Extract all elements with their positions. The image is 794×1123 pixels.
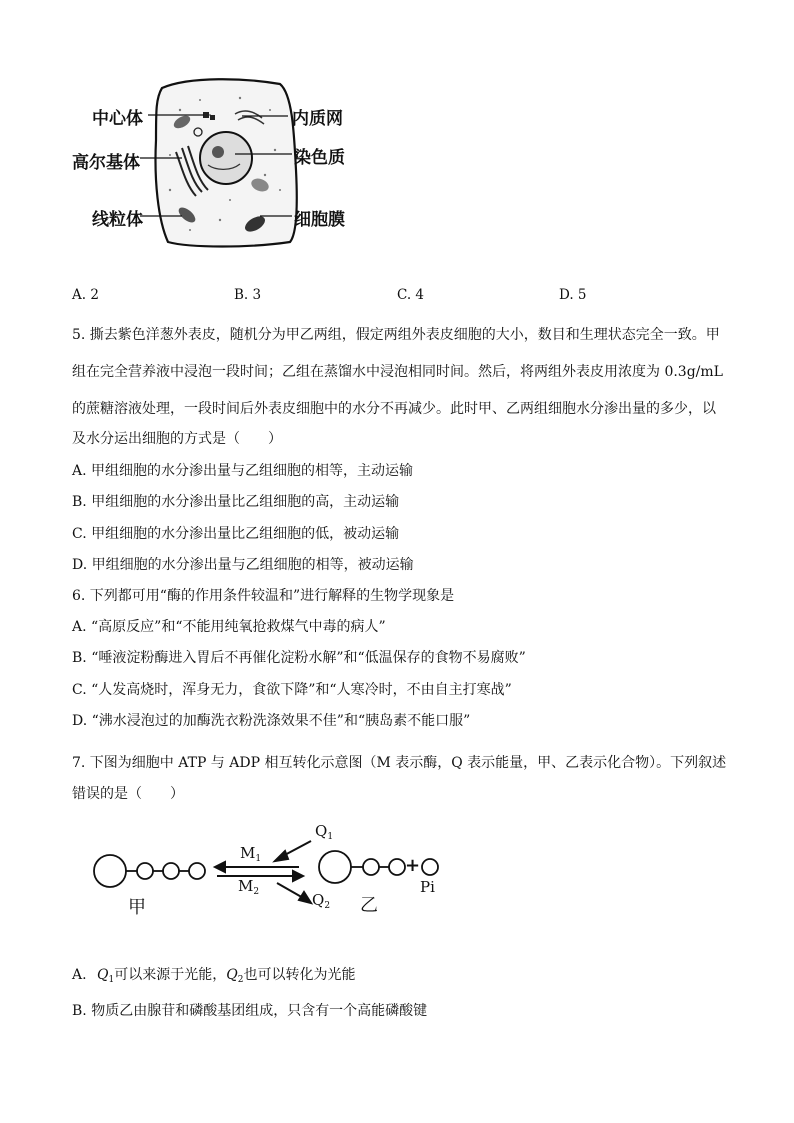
label-er: 内质网: [292, 109, 343, 129]
m1-letter: M: [240, 844, 256, 862]
diagram-label-jia: 甲: [128, 897, 146, 918]
q7-option-a-prefix: A.: [72, 967, 87, 983]
q7-option-b: B. 物质乙由腺苷和磷酸基团组成，只含有一个高能磷酸键: [72, 1003, 428, 1019]
q2-subscript: 2: [324, 901, 331, 911]
q7-option-a-q1-sub: 1: [108, 975, 115, 985]
q5-stem-line-2: 组在完全营养液中浸泡一段时间；乙组在蒸馏水中浸泡相同时间。然后，将两组外表皮用浓度为 0.3g/mL: [72, 364, 723, 380]
q7-stem-line-1: 7. 下图为细胞中 ATP 与 ADP 相互转化示意图（M 表示酶，Q 表示能量，甲、乙表示化合物）。下列叙述: [72, 755, 727, 771]
diagram-label-plus: +: [405, 855, 421, 876]
q6-option-a: A. “高原反应”和“不能用纯氧抢救煤气中毒的病人”: [72, 619, 386, 635]
q6-option-c: C. “人发高烧时，浑身无力，食欲下降”和“人寒冷时，不由自主打寒战”: [72, 682, 512, 698]
q5-option-d: D. 甲组细胞的水分渗出量与乙组细胞的相等，被动运输: [72, 557, 414, 573]
q7-option-a-mid: 可以来源于光能，: [114, 967, 227, 983]
q7-option-a: [72, 965, 355, 990]
q1-letter: Q: [315, 822, 328, 840]
q1-subscript: 1: [327, 832, 334, 842]
q6-option-d: D. “沸水浸泡过的加酶洗衣粉洗涤效果不佳”和“胰岛素不能口服”: [72, 713, 471, 729]
q5-stem-line-4: 及水分运出细胞的方式是（ ）: [72, 431, 282, 447]
q7-option-a-q2: Q: [226, 967, 238, 983]
q5-option-a: A. 甲组细胞的水分渗出量与乙组细胞的相等，主动运输: [72, 463, 414, 479]
label-golgi: 高尔基体: [72, 153, 140, 173]
diagram-label-q1: [315, 822, 333, 842]
q4-option-c: C. 4: [397, 287, 425, 303]
q2-letter: Q: [312, 891, 325, 909]
q6-stem: 6. 下列都可用“酶的作用条件较温和”进行解释的生物学现象是: [72, 588, 455, 604]
q7-option-a-q1: Q: [97, 967, 109, 983]
q5-stem-line-1: 5. 撕去紫色洋葱外表皮，随机分为甲乙两组，假定两组外表皮细胞的大小，数目和生理状态完全一致。甲: [72, 327, 720, 343]
q4-option-d: D. 5: [559, 287, 587, 303]
diagram-label-m2: [238, 877, 259, 897]
m2-subscript: 2: [253, 887, 260, 897]
label-chromatin: 染色质: [294, 148, 345, 168]
q7-option-a-q2-sub: 2: [237, 975, 244, 985]
diagram-label-m1: [240, 844, 261, 864]
label-centrosome: 中心体: [92, 109, 143, 129]
q4-option-a: A. 2: [72, 287, 99, 303]
q4-option-b: B. 3: [234, 287, 262, 303]
label-membrane: 细胞膜: [294, 210, 345, 230]
m2-letter: M: [238, 877, 254, 895]
q5-stem-line-3: 的蔗糖溶液处理，一段时间后外表皮细胞中的水分不再减少。此时甲、乙两组细胞水分渗出量的多少，以: [72, 401, 716, 417]
q5-option-b: B. 甲组细胞的水分渗出量比乙组细胞的高，主动运输: [72, 494, 400, 510]
m1-subscript: 1: [255, 854, 262, 864]
diagram-label-pi: Pi: [420, 878, 435, 896]
q6-option-b: B. “唾液淀粉酶进入胃后不再催化淀粉水解”和“低温保存的食物不易腐败”: [72, 650, 526, 666]
diagram-label-q2: [312, 891, 330, 911]
q7-option-a-tail: 也可以转化为光能: [243, 967, 356, 983]
q5-option-c: C. 甲组细胞的水分渗出量比乙组细胞的低，被动运输: [72, 526, 400, 542]
q7-stem-line-2: 错误的是（ ）: [72, 786, 184, 802]
label-mitochondria: 线粒体: [92, 210, 143, 230]
diagram-label-yi: 乙: [360, 895, 378, 916]
